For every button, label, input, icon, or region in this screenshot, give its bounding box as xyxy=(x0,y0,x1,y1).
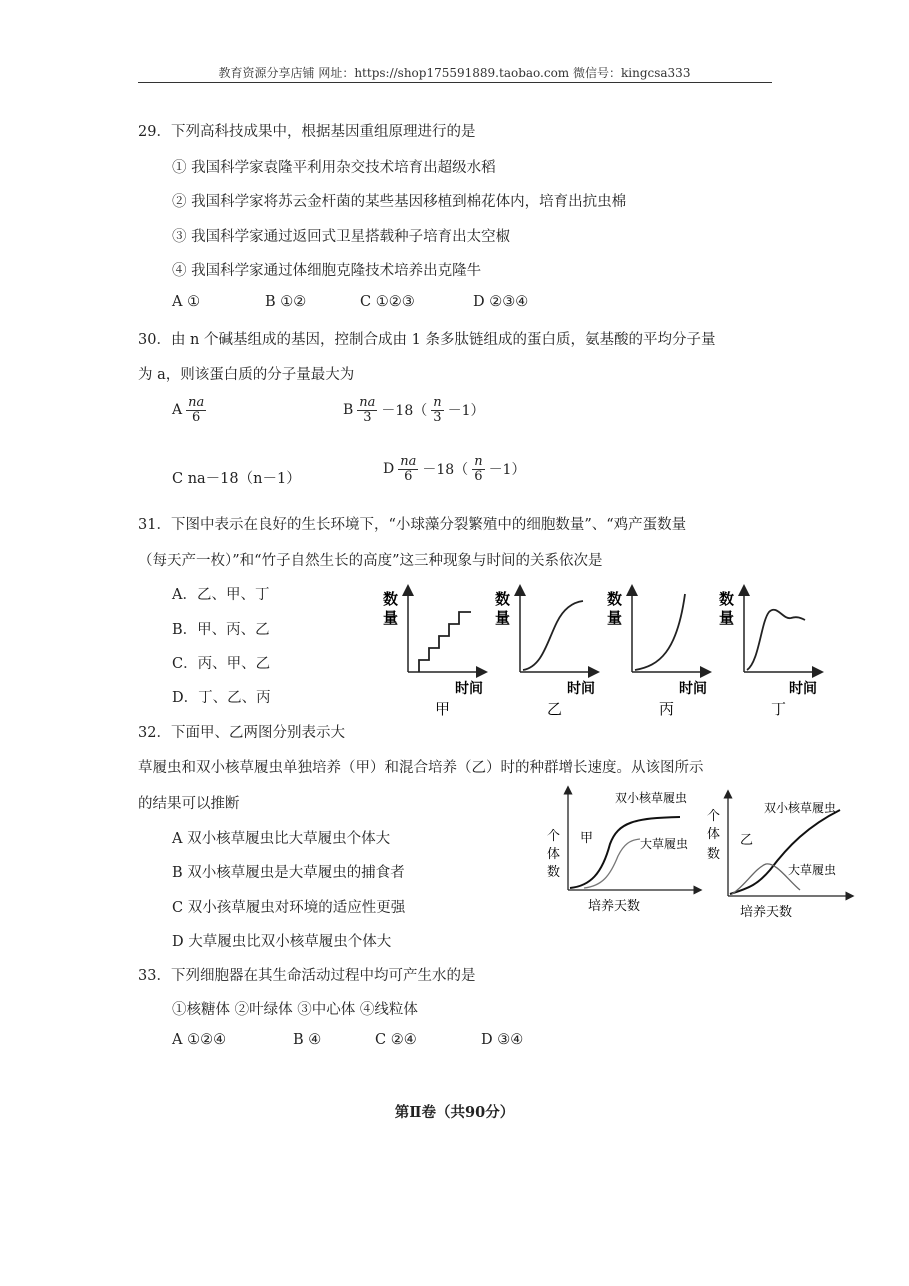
graph-name: 乙 xyxy=(547,700,563,718)
x-axis-label: 时间 xyxy=(455,681,483,697)
q31-stem-line1: 31．下图中表示在良好的生长环境下，“小球藻分裂繁殖中的细胞数量”、“鸡产蛋数量 xyxy=(138,517,687,533)
expression-text: －1） xyxy=(447,403,485,420)
numerator: n xyxy=(433,395,442,410)
numerator: n xyxy=(474,454,483,469)
fraction xyxy=(357,396,377,424)
graph-jia-single-culture xyxy=(547,788,700,914)
graph-ding xyxy=(719,587,821,718)
fraction xyxy=(431,396,443,424)
q31-option-a: A．乙、甲、丁 xyxy=(172,587,270,603)
x-axis-label: 时间 xyxy=(789,681,817,697)
header-rule xyxy=(138,82,772,83)
y-axis-label: 数 xyxy=(719,590,735,608)
y-axis-label: 数 xyxy=(607,590,623,608)
y-axis-label: 数 xyxy=(383,590,399,608)
graph-name: 甲 xyxy=(580,831,594,846)
graph-yi xyxy=(495,587,597,718)
y-axis-label: 个 xyxy=(547,829,561,844)
denominator: 3 xyxy=(363,409,372,425)
fraction xyxy=(186,396,206,424)
q30-option-a-label: A xyxy=(172,402,183,419)
q30-stem-line1: 30．由 n 个碱基组成的基因，控制合成由 1 条多肽链组成的蛋白质，氨基酸的平均分子量 xyxy=(138,332,716,348)
series-dacaolv xyxy=(584,839,640,888)
q31-growth-graphs xyxy=(375,582,825,722)
q32-stem-line3: 的结果可以推断 xyxy=(138,796,240,812)
j-curve xyxy=(635,594,685,670)
expression-text: －1） xyxy=(488,462,526,479)
y-axis-label: 个 xyxy=(707,809,721,824)
q32-option-d: D 大草履虫比双小核草履虫个体大 xyxy=(172,934,392,950)
y-axis-label: 数 xyxy=(547,865,561,880)
denominator: 6 xyxy=(192,409,201,425)
q29-option-d: D ②③④ xyxy=(473,294,529,310)
graph-yi-mixed-culture xyxy=(707,792,852,920)
q29-option-c: C ①②③ xyxy=(360,294,415,310)
x-axis-label: 时间 xyxy=(679,681,707,697)
graph-name: 丙 xyxy=(659,700,675,718)
y-axis-label: 体 xyxy=(547,847,561,862)
q32-paramecium-graphs xyxy=(540,784,860,924)
fraction xyxy=(472,455,484,483)
q29-item-3: ③ 我国科学家通过返回式卫星搭载种子培育出太空椒 xyxy=(172,229,511,245)
series-shuangxiaohe xyxy=(570,817,680,888)
series-label: 大草履虫 xyxy=(640,837,689,851)
numerator: na xyxy=(188,395,205,410)
q33-option-a: A ①②④ xyxy=(172,1032,227,1048)
numerator: na xyxy=(400,454,417,469)
x-axis-label: 培养天数 xyxy=(740,905,793,920)
oscillating-curve xyxy=(747,610,805,670)
q29-item-4: ④ 我国科学家通过体细胞克隆技术培养出克隆牛 xyxy=(172,263,482,279)
q33-option-b: B ④ xyxy=(293,1032,322,1048)
y-axis-label: 量 xyxy=(719,609,735,627)
expression-text: －18（ xyxy=(422,462,469,479)
q30-option-b-label: B xyxy=(343,402,354,419)
q30-option-d-label: D xyxy=(383,461,395,478)
denominator: 6 xyxy=(474,468,483,484)
step-curve xyxy=(419,612,471,672)
q33-stem: 33．下列细胞器在其生命活动过程中均可产生水的是 xyxy=(138,968,476,984)
graph-name: 乙 xyxy=(740,833,754,848)
q31-option-c: C．丙、甲、乙 xyxy=(172,656,271,672)
q30-option-c: C na－18（n－1） xyxy=(172,471,301,487)
q29-stem: 29．下列高科技成果中，根据基因重组原理进行的是 xyxy=(138,124,476,140)
y-axis-label: 量 xyxy=(607,609,623,627)
q32-option-c: C 双小孩草履虫对环境的适应性更强 xyxy=(172,900,406,916)
q32-option-b: B 双小核草履虫是大草履虫的捕食者 xyxy=(172,865,405,881)
q29-option-b: B ①② xyxy=(265,294,307,310)
series-label: 双小核草履虫 xyxy=(764,801,837,815)
graph-bing xyxy=(607,587,709,718)
y-axis-label: 量 xyxy=(495,609,511,627)
y-axis-label: 数 xyxy=(495,590,511,608)
graph-name: 甲 xyxy=(435,700,451,718)
series-label: 大草履虫 xyxy=(788,863,837,877)
series-label: 双小核草履虫 xyxy=(615,791,688,805)
q30-option-d xyxy=(383,455,525,483)
q31-option-d: D．丁、乙、丙 xyxy=(172,690,271,706)
q30-option-a xyxy=(172,396,206,424)
fraction xyxy=(398,455,418,483)
q31-stem-line2: （每天产一枚）”和“竹子自然生长的高度”这三种现象与时间的关系依次是 xyxy=(138,553,603,569)
page-header: 教育资源分享店铺 网址：https://shop175591889.taobao.com 微信号：kingcsa333 xyxy=(218,66,691,80)
denominator: 3 xyxy=(433,409,442,425)
q30-option-b xyxy=(343,396,485,424)
q33-items: ①核糖体 ②叶绿体 ③中心体 ④线粒体 xyxy=(172,1002,418,1018)
s-curve xyxy=(523,601,583,670)
y-axis-label: 数 xyxy=(707,847,721,862)
q32-stem-line1: 32．下面甲、乙两图分别表示大 xyxy=(138,725,345,741)
y-axis-label: 体 xyxy=(707,827,721,842)
q31-option-b: B．甲、丙、乙 xyxy=(172,622,270,638)
section-2-title: 第Ⅱ卷（共90分） xyxy=(394,1104,515,1121)
denominator: 6 xyxy=(404,468,413,484)
q29-item-1: ① 我国科学家袁隆平利用杂交技术培育出超级水稻 xyxy=(172,160,496,176)
q29-option-a: A ① xyxy=(172,294,201,310)
numerator: na xyxy=(359,395,376,410)
x-axis-label: 培养天数 xyxy=(588,899,641,914)
x-axis-label: 时间 xyxy=(567,681,595,697)
q33-option-c: C ②④ xyxy=(375,1032,417,1048)
q33-option-d: D ③④ xyxy=(481,1032,524,1048)
graph-jia xyxy=(383,587,485,718)
q32-stem-line2: 草履虫和双小核草履虫单独培养（甲）和混合培养（乙）时的种群增长速度。从该图所示 xyxy=(138,760,704,776)
y-axis-label: 量 xyxy=(383,609,399,627)
q30-stem-line2: 为 a，则该蛋白质的分子量最大为 xyxy=(138,367,355,383)
expression-text: －18（ xyxy=(381,403,428,420)
q29-item-2: ② 我国科学家将苏云金杆菌的某些基因移植到棉花体内，培育出抗虫棉 xyxy=(172,194,627,210)
q32-option-a: A 双小核草履虫比大草履虫个体大 xyxy=(172,831,391,847)
graph-name: 丁 xyxy=(771,700,787,718)
